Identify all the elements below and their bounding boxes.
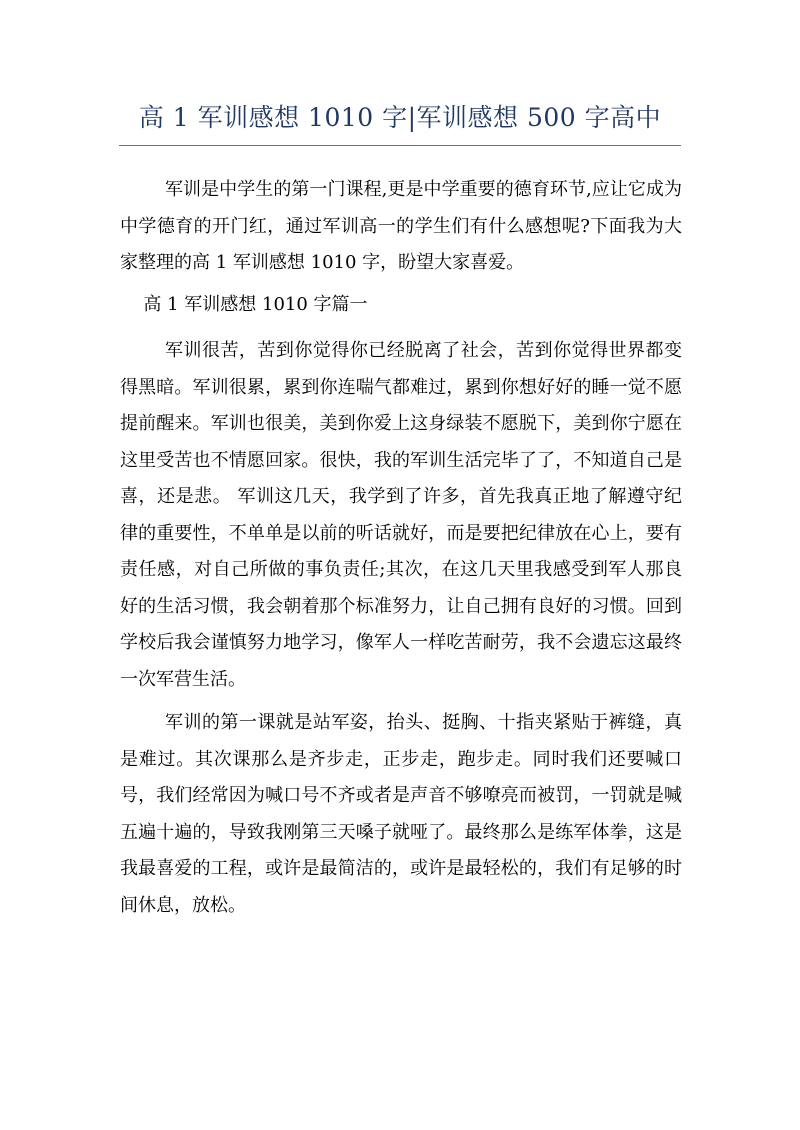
document-body: [120, 172, 682, 924]
title-underline: [119, 145, 681, 146]
body-paragraph: 军训的第一课就是站军姿，抬头、挺胸、十指夹紧贴于裤缝，真是难过。其次课那么是齐步走，正步走，跑步走。同时我们还要喊口号，我们经常因为喊口号不齐或者是声音不够嘹亮而被罚，一罚就是喊五遍十遍的，导致我刚第三天嗓子就哑了。最终那么是练军体拳，这是我最喜爱的工程，或许是最简洁的，或许是最轻松的，我们有足够的时间休息，放松。: [120, 712, 682, 916]
intro-paragraph: 军训是中学生的第一门课程,更是中学重要的德育环节,应让它成为中学德育的开门红，通过军训高一的学生们有什么感想呢?下面我为大家整理的高 1 军训感想 1010 字，盼望大家喜爱。: [120, 179, 682, 273]
section-heading: 高 1 军训感想 1010 字篇一: [143, 293, 368, 315]
body-paragraph: 军训很苦，苦到你觉得你已经脱离了社会，苦到你觉得世界都变得黑暗。军训很累，累到你连喘气都难过，累到你想好好的睡一觉不愿提前醒来。军训也很美，美到你爱上这身绿装不愿脱下，美到你宁愿在这里受苦也不情愿回家。很快，我的军训生活完毕了了，不知道自己是喜，还是悲。 军训这几天，我学到了许多，首先我真正地了解遵守纪律的重要性，不单单是以前的听话就好，而是要把纪律放在心上，要有责任感，对自己所做的事负责任;其次，在这几天里我感受到军人那良好的生活习惯，我会朝着那个标准努力，让自己拥有良好的习惯。回到学校后我会谨慎努力地学习，像军人一样吃苦耐劳，我不会遗忘这最终一次军营生活。: [120, 340, 682, 690]
document-title: 高 1 军训感想 1010 字|军训感想 500 字高中: [138, 103, 662, 132]
